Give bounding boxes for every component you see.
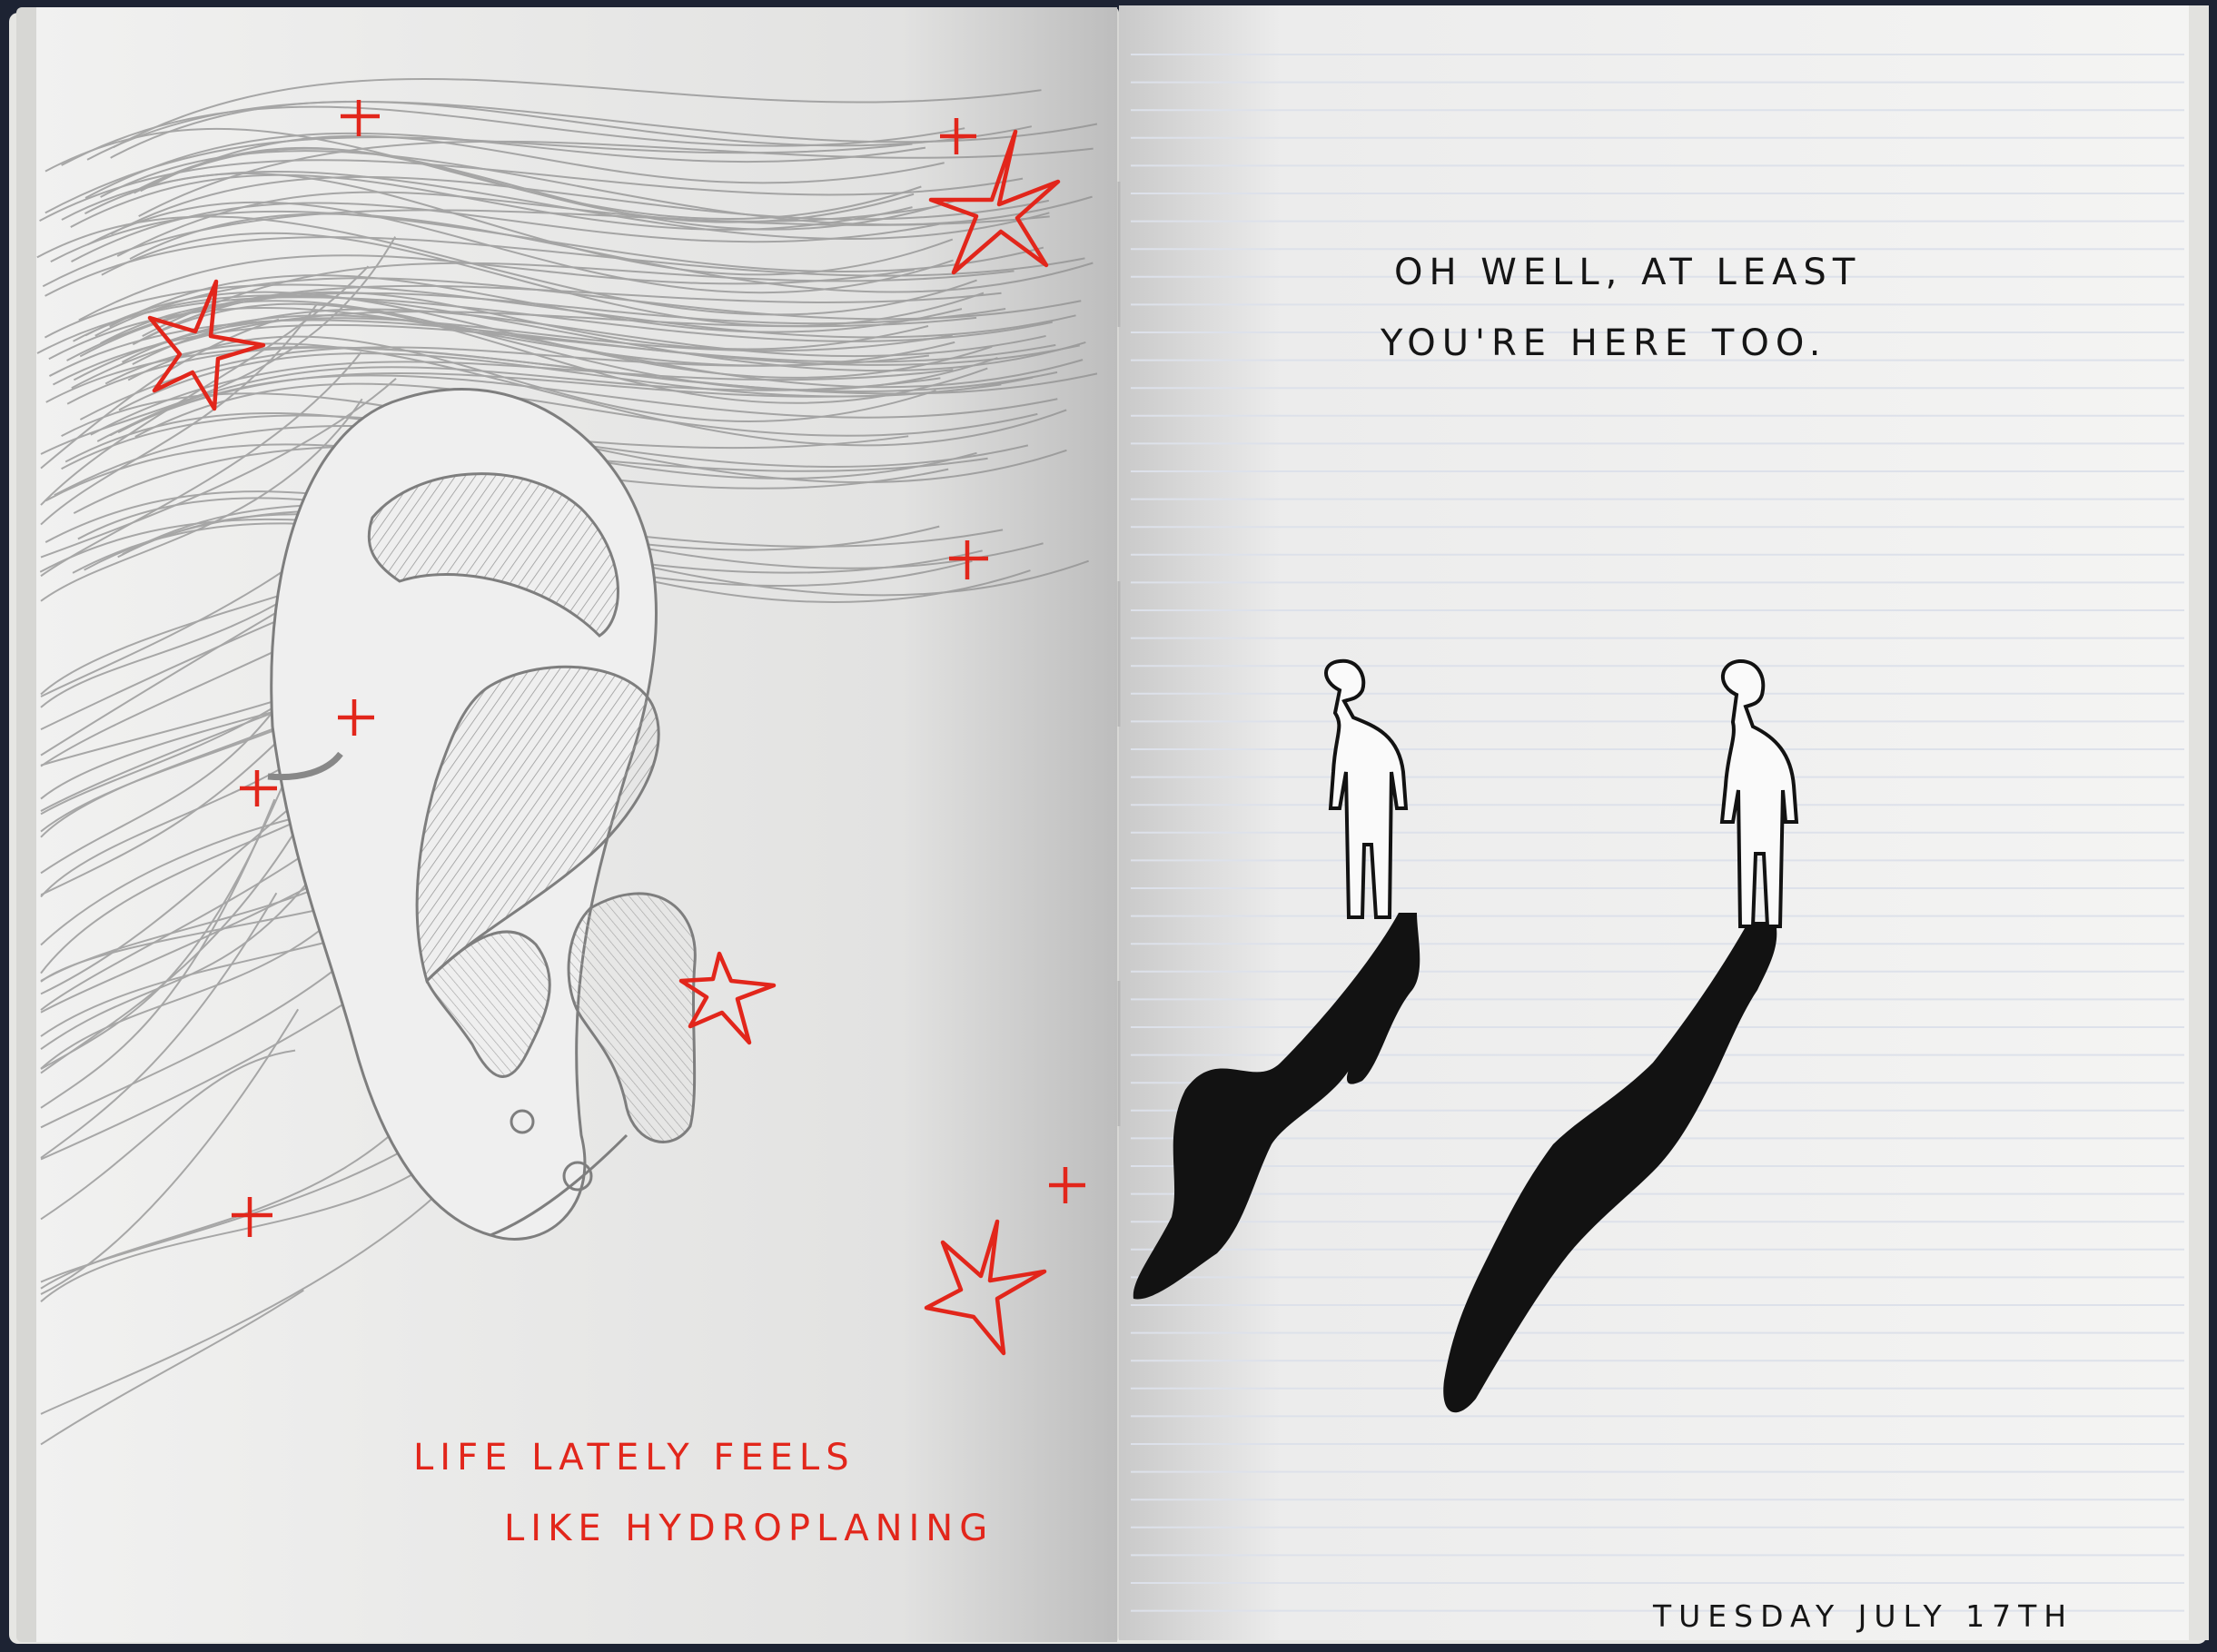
red-caption-line-1: LIFE LATELY FEELS: [413, 1437, 856, 1479]
red-caption-line-2: LIKE HYDROPLANING: [504, 1508, 995, 1549]
caption-line-2: YOU'RE HERE TOO.: [1381, 322, 1827, 364]
date-label: TUESDAY JULY 17TH: [1653, 1598, 2074, 1634]
caption-line-1: OH WELL, AT LEAST: [1394, 252, 1862, 293]
right-page: [1119, 5, 2200, 1640]
